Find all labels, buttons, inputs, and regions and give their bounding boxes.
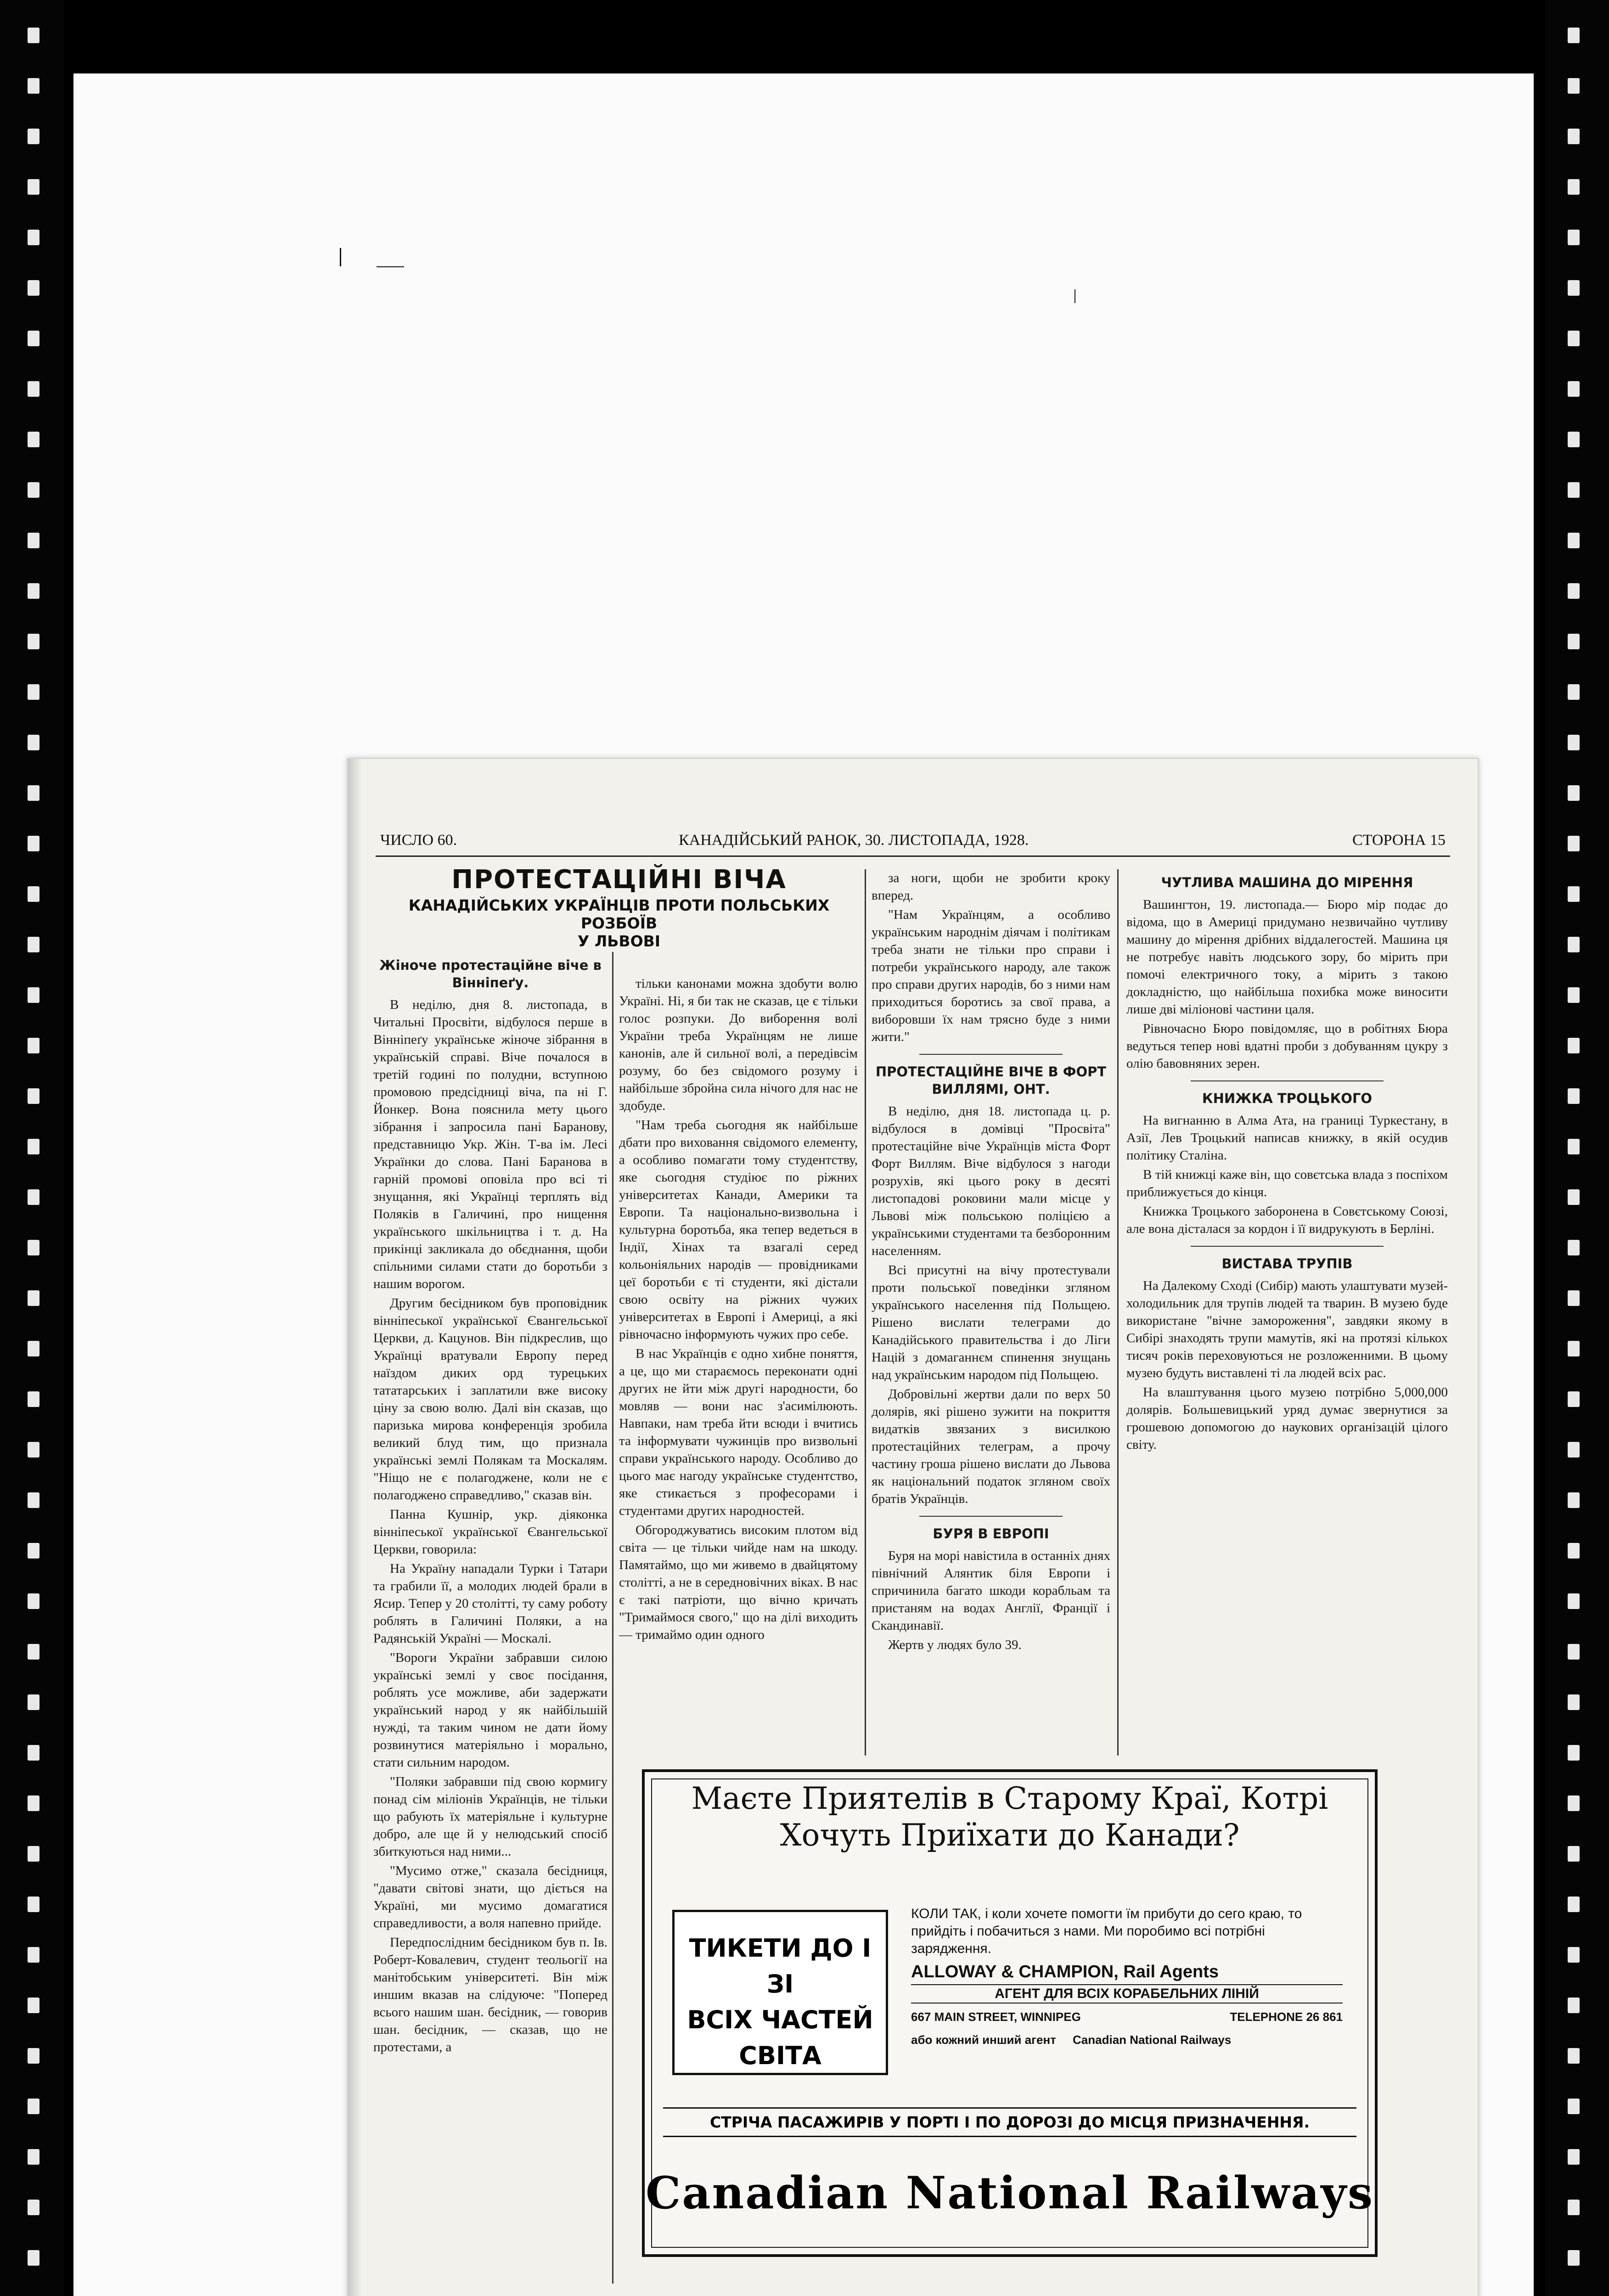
paragraph: "Поляки забравши під свою кормигу понад сім міліонів Українців, не тільки що рабують їх матеріяльне і культурне добро, але ще й у нелюдський спосіб збиткуються над ними... <box>373 1774 608 1859</box>
film-sprocket-hole <box>1568 1038 1580 1053</box>
film-sprocket-hole <box>1568 1240 1580 1255</box>
divider <box>1191 1246 1384 1247</box>
agent-address-row <box>911 2008 1343 2026</box>
newspaper-page <box>347 758 1479 2296</box>
film-sprocket-hole <box>28 684 39 700</box>
film-sprocket-hole <box>28 1644 39 1660</box>
film-sprocket-hole <box>28 129 39 144</box>
cnr-small: Canadian National Railways <box>1073 2033 1232 2047</box>
film-sprocket-hole <box>1568 785 1580 801</box>
page-binding-shadow <box>348 759 362 2296</box>
film-sprocket-hole <box>1568 1492 1580 1508</box>
film-sprocket-hole <box>1568 2250 1580 2266</box>
film-sprocket-hole <box>1568 1998 1580 2013</box>
paragraph: Жертв у людях було 39. <box>888 1638 1022 1652</box>
film-sprocket-hole <box>1568 1795 1580 1811</box>
paragraph: Буря на морі навістила в останніх днях північний Алянтик біля Европи і спричинила багато шкоди корабльам та пристаням на водах Англії, Франції і Скандинавії. <box>872 1548 1110 1633</box>
film-sprocket-hole <box>1568 1290 1580 1306</box>
film-sprocket-hole <box>28 2149 39 2165</box>
film-sprocket-hole <box>1568 1593 1580 1609</box>
film-sprocket-hole <box>28 28 39 43</box>
column-rule <box>1117 869 1119 1756</box>
film-sprocket-hole <box>28 1593 39 1609</box>
film-sprocket-hole <box>28 1139 39 1154</box>
film-sprocket-hole <box>28 1745 39 1761</box>
film-sprocket-hole <box>28 280 39 296</box>
ad-strip: СТРІЧА ПАСАЖИРІВ У ПОРТІ І ПО ДОРОЗІ ДО МІСЦЯ ПРИЗНАЧЕННЯ. <box>663 2107 1356 2137</box>
film-sprocket-hole <box>1568 78 1580 94</box>
film-sprocket-hole <box>1568 2048 1580 2064</box>
paragraph: На Далекому Сході (Сибір) мають улаштувати музей-холодильник для трупів людей та тварин. В музею буде використане "вічне замороження", завдяки якому в Сибірі знаходять трупи мамутів, які на протязі кількох тисяч років переховуються не розложенними. В цьому музею будуть виставлені ті ла людей всіх рас. <box>1126 1278 1448 1380</box>
column-2 <box>619 975 858 1756</box>
film-sprocket-hole <box>28 1189 39 1205</box>
film-sprocket-hole <box>28 1694 39 1710</box>
film-sprocket-hole <box>28 735 39 750</box>
film-sprocket-hole <box>28 432 39 447</box>
film-sprocket-hole <box>1568 886 1580 902</box>
paragraph: В неділю, дня 18. листопада ц. р. відбулося в домівці "Просвіта" протестаційне віче Українців міста Форт Форт Виллям. Віче відбулося з нагоди розрухів, які цього року в десяті листопадові роковини мали місце у Львові між польською поліцією а українськими студентами та безборонним населенням. <box>872 1104 1110 1258</box>
paragraph: "Вороги України забравши силою українські землі у своє посідання, роблять усе можливе, аби задержати український народ у як найбільшій нужді, та таким чином не дати йому розвинутися матеріяльно і морально, стати сильним народом. <box>373 1650 608 1770</box>
film-sprocket-hole <box>28 381 39 397</box>
ticket-line-2: ВСІХ ЧАСТЕЙ <box>687 2005 873 2034</box>
film-sprocket-hole <box>1568 1694 1580 1710</box>
paragraph: Обгороджуватись високим плотом від світа — це тільки чийде нам на шкоду. Памятаймо, що ми живемо в двайцятому столітті, а не в середновічних віках. В нас є такі патріоти, що вічно кричать "Тримаймося свого," що на ділі виходить — тримаймо один одного <box>619 1523 858 1642</box>
film-sprocket-hole <box>28 2099 39 2114</box>
film-sprocket-hole <box>1568 331 1580 346</box>
paragraph: Добровільні жертви дали по верх 50 долярів, які рішено зужити на покриття видатків звязаних з висилкою протестаційних телеграм, а прочу частину гроша рішено вислати до Львова як національний податок згляном своїх братів Українців. <box>872 1387 1110 1506</box>
divider <box>1191 1080 1384 1081</box>
paragraph: Другим бесідником був проповідник вінніпеської української Євангельської Церкви, д. Кацунов. Він підкреслив, що Українці вратували Европу перед наїздом диких орд турецьких тататарських і заплатили вже високу ціну за свою волю. Далі він сказав, що паризька мирова конференція зробила великий блуд тим, що признала українські землі Полякам та Москалям. "Ніщо не є полагоджене, коли не є полагоджено справедливо," сказав він. <box>373 1296 608 1503</box>
section-heading: Жіноче протестаційне віче в Вінніпеґу. <box>379 957 602 990</box>
film-sprocket-hole <box>1568 179 1580 195</box>
ticket-line-3: СВІТА <box>739 2041 821 2070</box>
film-sprocket-hole <box>28 1947 39 1963</box>
film-sprocket-hole <box>1568 129 1580 144</box>
film-edge-right <box>1545 0 1609 2296</box>
scratch-mark <box>340 248 341 266</box>
ad-agent-info <box>911 1905 1343 2048</box>
film-sprocket-hole <box>1568 1947 1580 1963</box>
film-sprocket-hole <box>1568 583 1580 599</box>
film-sprocket-hole <box>1568 1543 1580 1559</box>
agent-line: АГЕНТ ДЛЯ ВСІХ КОРАБЕЛЬНИХ ЛІНІЙ <box>911 1984 1343 2003</box>
film-sprocket-hole <box>28 533 39 548</box>
other-agent-row <box>911 2031 1343 2048</box>
page-number: СТОРОНА 15 <box>1352 832 1446 849</box>
film-sprocket-hole <box>1568 533 1580 548</box>
ticket-line-1: ТИКЕТИ ДО І ЗІ <box>689 1934 872 1998</box>
paragraph: Рівночасно Бюро повідомляє, що в робітнях Бюра ведуться тепер нові вдатні проби з добуванням цукру з олію бавовняних зерен. <box>1126 1021 1448 1071</box>
paragraph: "Мусимо отже," сказала бесідниця, "давати світові знати, що діється на Україні, ми мусимо домагатися справедливости, а воля напевно прийде. <box>373 1863 608 1930</box>
film-sprocket-hole <box>28 1038 39 1053</box>
microfilm-frame <box>73 73 1534 2296</box>
film-sprocket-hole <box>1568 937 1580 952</box>
ad-headline <box>645 1780 1375 1854</box>
headline-subtitle-2: У ЛЬВОВІ <box>577 932 661 950</box>
film-edge-left <box>0 0 64 2296</box>
paragraph: В нас Українців є одно хибне поняття, а це, що ми стараємось переконати одні других не йти між другі народности, бо мовляв — вони нас з'асимілюють. Навпаки, нам треба йти всюди і вчитись та інформувати чужинців про визвольні справи українського народу. Особливо до цього має нагоду українське студентство, яке стикається з професорами і студентами других народностей. <box>619 1346 858 1518</box>
paragraph: Панна Кушнір, укр. діяконка вінніпеської української Євангельської Церкви, говорила: <box>373 1507 608 1557</box>
column-4 <box>1126 869 1448 1756</box>
film-sprocket-hole <box>1568 1391 1580 1407</box>
film-sprocket-hole <box>1568 28 1580 43</box>
film-sprocket-hole <box>28 2048 39 2064</box>
film-sprocket-hole <box>1568 1341 1580 1356</box>
article-title-corpses: ВИСТАВА ТРУПІВ <box>1221 1256 1353 1272</box>
film-sprocket-hole <box>1568 1644 1580 1660</box>
agent-address: 667 MAIN STREET, WINNIPEG <box>911 2010 1081 2024</box>
paragraph: В тій книжці каже він, що совєтська влада з поспіхом приближується до кінця. <box>1126 1167 1448 1199</box>
film-sprocket-hole <box>1568 381 1580 397</box>
ad-lead-text: КОЛИ ТАК, і коли хочете помогти їм прибути до сего краю, то прийдіть і побачиться з нами. Ми поробимо всі потрібні зарядження. <box>911 1906 1302 1956</box>
film-sprocket-hole <box>28 1846 39 1862</box>
film-sprocket-hole <box>28 1391 39 1407</box>
column-rule <box>612 952 613 2284</box>
film-sprocket-hole <box>28 2250 39 2266</box>
film-sprocket-hole <box>28 179 39 195</box>
film-sprocket-hole <box>28 1492 39 1508</box>
film-sprocket-hole <box>1568 836 1580 851</box>
paragraph: тільки канонами можна здобути волю Україні. Ні, я би так не сказав, це є тільки голос розпуки. До виборення волі України треба Українцям не лише канонів, але й сильної волі, а передівсім розуму, бо без свідомого розуму і найбільше збройна сила нічого для нас не здобуде. <box>619 976 858 1113</box>
film-sprocket-hole <box>28 1896 39 1912</box>
film-sprocket-hole <box>1568 230 1580 245</box>
ticket-box <box>672 1910 888 2075</box>
issue-number: ЧИСЛО 60. <box>380 832 457 849</box>
paragraph: На влаштування цього музею потрібно 5,000,000 долярів. Большевицький уряд думає звернутися за грошевою допомогою до наукових організацій цілого світу. <box>1126 1385 1448 1452</box>
film-sprocket-hole <box>28 1240 39 1255</box>
article-title-trotsky: КНИЖКА ТРОЦЬКОГО <box>1202 1091 1373 1106</box>
main-headline <box>376 865 862 950</box>
article-title-machine: ЧУТЛИВА МАШИНА ДО МІРЕННЯ <box>1161 875 1413 890</box>
article-title-storm: БУРЯ В ЕВРОПІ <box>933 1526 1049 1542</box>
film-sprocket-hole <box>28 785 39 801</box>
film-sprocket-hole <box>1568 987 1580 1003</box>
film-sprocket-hole <box>28 583 39 599</box>
film-sprocket-hole <box>1568 1745 1580 1761</box>
film-sprocket-hole <box>28 937 39 952</box>
film-sprocket-hole <box>1568 1139 1580 1154</box>
film-sprocket-hole <box>28 482 39 498</box>
film-sprocket-hole <box>28 987 39 1003</box>
film-sprocket-hole <box>28 1998 39 2013</box>
film-sprocket-hole <box>1568 684 1580 700</box>
film-sprocket-hole <box>28 886 39 902</box>
ad-footer-brand: Canadian National Railways <box>645 2167 1374 2219</box>
film-sprocket-hole <box>1568 482 1580 498</box>
film-sprocket-hole <box>28 1290 39 1306</box>
paragraph: На Україну нападали Турки і Татари та грабили її, а молодих людей брали в Ясир. Тепер у 20 столітті, ту саму роботу роблять в Галичині Поляки, а на Радянській Україні — Москалі. <box>373 1561 608 1646</box>
film-sprocket-hole <box>28 1543 39 1559</box>
film-sprocket-hole <box>1568 2200 1580 2215</box>
paragraph: Книжка Троцького заборонена в Совєтському Союзі, але вона дісталася за кордон і її видрукують в Берліні. <box>1126 1204 1448 1236</box>
other-agent-text: або кожний инший агент <box>911 2033 1056 2047</box>
masthead-date: КАНАДІЙСЬКИЙ РАНОК, 30. ЛИСТОПАДА, 1928. <box>679 832 1029 849</box>
divider <box>919 1516 1063 1517</box>
column-1 <box>373 952 608 2284</box>
paragraph: "Нам треба сьогодня як найбільше дбати про виховання свідомого елементу, а особливо помагати тому студентству, яке сьогодня студіює по ріжних університетах Канади, Америки та Европи. Та національно-визвольна і культурна боротьба, яка тепер ведеться в Індії, Хінах та взагалі серед кольоніяльних народів — провідниками цеї боротьби є ті студенти, які дістали свою освіту на ріжних чужих університетах в Европі і Америці, а які рівночасно інформують чужих про себе. <box>619 1118 858 1342</box>
page-header <box>376 828 1450 857</box>
film-sprocket-hole <box>1568 432 1580 447</box>
film-sprocket-hole <box>28 634 39 649</box>
film-sprocket-hole <box>1568 1442 1580 1458</box>
film-sprocket-hole <box>28 836 39 851</box>
scratch-mark <box>377 266 404 267</box>
film-sprocket-hole <box>28 230 39 245</box>
film-sprocket-hole <box>1568 2149 1580 2165</box>
film-sprocket-hole <box>1568 280 1580 296</box>
film-sprocket-hole <box>1568 1088 1580 1104</box>
paragraph: "Нам Українцям, а особливо українським народнім діячам і політикам треба знати не тільки про справи і потреби українського народу, але також про справи других народів, бо з ними нам приходиться боротись за свої права, а виборовши їх нам трясно буде з ними жити." <box>872 907 1110 1044</box>
paragraph: Передпослідним бесідником був п. Ів. Роберт-Ковалевич, студент теольогії на манітобським університеті. Він між иншим вказав на слідуюче: "Поперед всього нашим шан. бесідник, — говорив шан. бесідник, — сказав, що не протестами, а <box>373 1935 608 2054</box>
agent-firm: ALLOWAY & CHAMPION, Rail Agents <box>911 1962 1219 1981</box>
film-sprocket-hole <box>1568 1896 1580 1912</box>
film-sprocket-hole <box>1568 1189 1580 1205</box>
column-3 <box>872 869 1110 1756</box>
film-sprocket-hole <box>1568 634 1580 649</box>
agent-telephone: TELEPHONE 26 861 <box>1230 2010 1343 2024</box>
film-sprocket-hole <box>28 2200 39 2215</box>
headline-subtitle: КАНАДІЙСЬКИХ УКРАЇНЦІВ ПРОТИ ПОЛЬСЬКИХ РОЗБОЇВ <box>408 896 830 932</box>
ad-headline-line-2: Хочуть Приїхати до Канади? <box>780 1818 1240 1853</box>
paragraph: за ноги, щоби не зробити кроку вперед. <box>872 871 1110 903</box>
advertisement-cnr <box>642 1769 1378 2257</box>
paragraph: На вигнанню в Алма Ата, на границі Туркестану, в Азії, Лев Троцький написав книжку, в якій осудив політику Сталіна. <box>1126 1113 1448 1163</box>
article-title-fort-william: ПРОТЕСТАЦІЙНЕ ВІЧЕ В ФОРТ ВИЛЛЯМІ, ОНТ. <box>875 1064 1107 1097</box>
film-sprocket-hole <box>28 1341 39 1356</box>
film-sprocket-hole <box>28 1795 39 1811</box>
paragraph: Вашингтон, 19. листопада.— Бюро мір подає до відома, що в Америці придумано незвичайно чутливу машину до мірення дрібних віддалегостей. Машина ця не потребує навіть людського зору, бо мірить при помочі електричного току, а мірить з такою докладністю, що найбільша похибка може виносити лише дві міліонові частини цаля. <box>1126 897 1448 1017</box>
film-sprocket-hole <box>1568 2099 1580 2114</box>
film-sprocket-hole <box>28 1088 39 1104</box>
film-sprocket-hole <box>1568 1846 1580 1862</box>
film-sprocket-hole <box>28 331 39 346</box>
paragraph: В неділю, дня 8. листопада, в Читальні Просвіти, відбулося перше в Вінніпеґу українське жіноче зібрання в українській справі. Віче почалося в третій годині по полудни, вступною промовою предсідниці віча, па ні Г. Йонкер. Вона пояснила мету цього зібрання і запросила пані Баранову, представницю Укр. Жін. Т-ва ім. Лесі Українки до слова. Пані Баранова в гарній промові оповіла про всі ті знущання, які Українці терплять від Поляків в Галичині, про нищення українського шкільництва і т. д. На прикінці закликала до обєднання, щоби спільними силами стати до боротьби з нашим ворогом. <box>373 997 608 1291</box>
headline-title: ПРОТЕСТАЦІЙНІ ВІЧА <box>451 865 787 895</box>
film-sprocket-hole <box>28 78 39 94</box>
paragraph: Всі присутні на вічу протестували проти польської поведінки згляном українського населення під Польщею. Рішено вислати телеграми до Канадійського правительства і до Ліги Націй з домаганнєм спинення знущань над українським народом під Польщею. <box>872 1263 1110 1382</box>
column-rule <box>865 869 866 1756</box>
film-sprocket-hole <box>28 1442 39 1458</box>
divider <box>919 1054 1063 1055</box>
film-sprocket-hole <box>1568 735 1580 750</box>
ad-headline-line-1: Маєте Приятелів в Старому Краї, Котрі <box>691 1781 1328 1816</box>
